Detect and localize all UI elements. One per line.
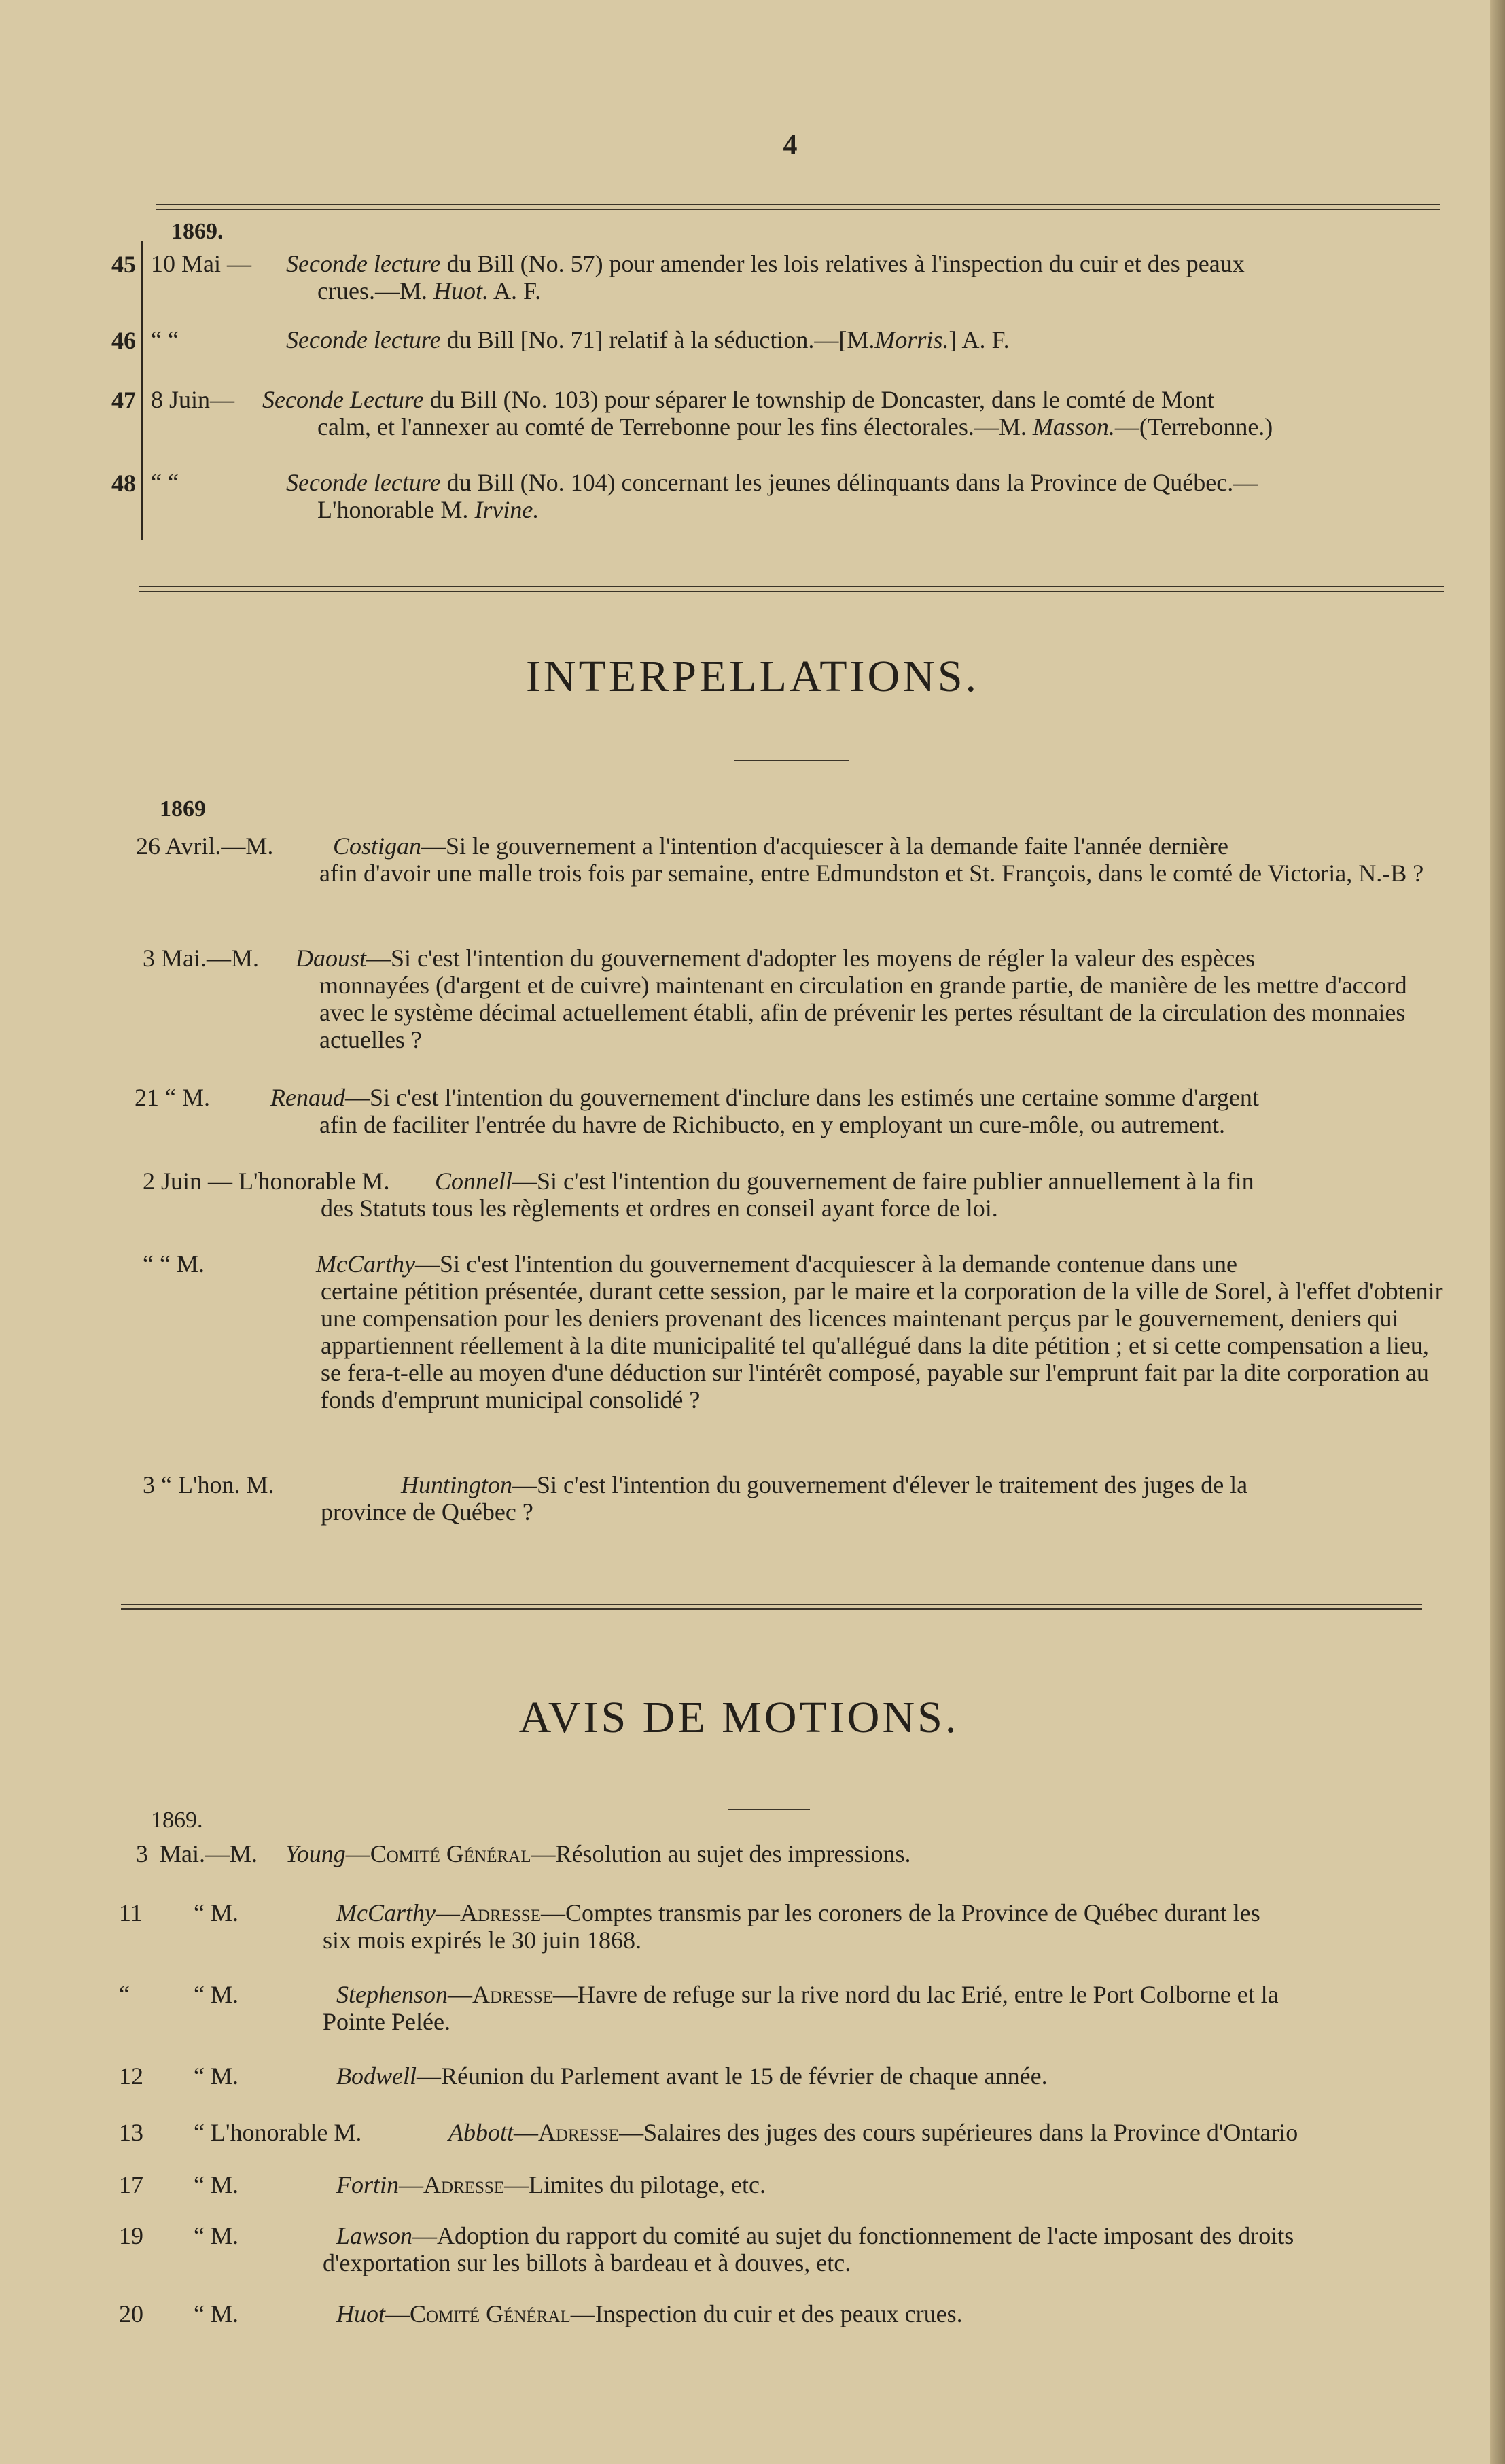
interpellations-year: 1869 xyxy=(160,796,206,822)
bill-continuation: crues.—M. Huot. A. F. xyxy=(317,277,542,304)
bill-number: 47 xyxy=(111,387,136,414)
motion-entry: 11 “ M. McCarthy—Adresse—Comptes transmis par les coroners de la Province de Québec durant les six mois expirés le 30 juin 1868. xyxy=(119,1899,1260,1954)
motion-entry: 20 “ M. Huot—Comité Général—Inspection du cuir et des peaux crues. xyxy=(119,2300,963,2327)
bill-date: 8 Juin— xyxy=(151,386,235,413)
motions-title: AVIS DE MOTIONS. xyxy=(518,1693,959,1742)
motion-entry: 12 “ M. Bodwell—Réunion du Parlement avant le 15 de février de chaque année. xyxy=(119,2062,1048,2090)
bill-date: “ “ xyxy=(151,326,179,353)
top-rule xyxy=(156,204,1440,210)
interpellation-entry: 26 Avril.—M. Costigan—Si le gouvernement a l'intention d'acquiescer à la demande faite l'année dernière afin d'avoir une malle trois fois par semaine, entre Edmundston et St. François, dans le comté de Victoria, N.-B ? xyxy=(136,832,1424,887)
bill-continuation: L'honorable M. Irvine. xyxy=(317,496,539,523)
bills-margin-line xyxy=(141,241,143,540)
member-name: McCarthy xyxy=(336,1899,436,1926)
bill-date: “ “ xyxy=(151,469,179,496)
bill-reading: Seconde Lecture xyxy=(262,386,424,413)
interpellation-entry: 21 “ M. Renaud—Si c'est l'intention du gouvernement d'inclure dans les estimés une certaine somme d'argent afin de faciliter l'entrée du havre de Richibucto, en y employant un cure-môle, ou autrement. xyxy=(135,1084,1259,1138)
member-name: Stephenson xyxy=(336,1981,448,2008)
motion-entry: “ “ M. Stephenson—Adresse—Havre de refuge sur la rive nord du lac Erié, entre le Port Colborne et la Pointe Pelée. xyxy=(119,1981,1279,2035)
member-name: Abbott xyxy=(448,2119,514,2146)
bill-number: 48 xyxy=(111,470,136,497)
page-number: 4 xyxy=(783,130,798,161)
bill-text: du Bill (No. 57) pour amender les lois relatives à l'inspection du cuir et des peaux xyxy=(446,250,1245,277)
interpellation-entry: 2 Juin — L'honorable M. Connell—Si c'est l'intention du gouvernement de faire publier annuellement à la fin des Statuts tous les règlements et ordres en conseil ayant force de loi. xyxy=(143,1167,1254,1222)
motion-entry: 13 “ L'honorable M. Abbott—Adresse—Salaires des juges des cours supérieures dans la Province d'Ontario xyxy=(119,2119,1298,2146)
motion-entry: 17 “ M. Fortin—Adresse—Limites du pilotage, etc. xyxy=(119,2171,766,2198)
page-edge xyxy=(1490,0,1505,2464)
motions-year: 1869. xyxy=(151,1808,203,1833)
interpellations-divider xyxy=(734,760,849,761)
motion-entry: 3 Mai.—M. Young—Comité Général—Résolution au sujet des impressions. xyxy=(136,1840,911,1867)
bill-continuation: calm, et l'annexer au comté de Terrebonne pour les fins électorales.—M. Masson.—(Terrebonne.) xyxy=(317,413,1273,440)
bill-number: 45 xyxy=(111,251,136,278)
interpellation-date: 3 “ L'hon. M. xyxy=(143,1471,275,1498)
interpellation-date: 2 Juin — L'honorable M. xyxy=(143,1167,390,1195)
bill-entry: “ “ Seconde lecture du Bill [No. 71] relatif à la séduction.—[M.Morris.] A. F. xyxy=(151,326,1010,353)
member-name: Connell xyxy=(435,1167,512,1195)
member-name: Renaud xyxy=(270,1084,345,1111)
interpellation-date: 3 Mai.—M. xyxy=(143,945,259,972)
interpellation-date: 21 “ M. xyxy=(135,1084,210,1111)
bill-reading: Seconde lecture xyxy=(286,469,441,496)
member-name: Daoust xyxy=(296,945,367,972)
member-name: Huntington xyxy=(401,1471,513,1498)
bill-date: 10 Mai — xyxy=(151,250,251,277)
interpellation-entry: 3 Mai.—M. Daoust—Si c'est l'intention du gouvernement d'adopter les moyens de régler la valeur des espèces monnayées (d'argent et de cuivre) maintenant en circulation en grande partie, de manière de les mettre d'accord avec le système décimal actuellement établi, afin de prévenir les pertes résultant de la circulation des monnaies actuelles ? xyxy=(143,945,1407,1053)
member-name: Bodwell xyxy=(336,2062,417,2090)
bill-entry xyxy=(151,250,1442,304)
bill-entry: 8 Juin— Seconde Lecture du Bill (No. 103) pour séparer le township de Doncaster, dans le comté de Mont calm, et l'annexer au comté de Terrebonne pour les fins électorales.—M. Masson.—(Terrebonne.) xyxy=(151,386,1442,440)
member-name: Lawson xyxy=(336,2222,413,2249)
bills-year: 1869. xyxy=(171,219,224,244)
member-name: Huot xyxy=(336,2300,385,2327)
member-name: Fortin xyxy=(336,2171,400,2198)
bill-reading: Seconde lecture xyxy=(286,326,441,353)
member-name: Costigan xyxy=(333,832,422,860)
interpellation-entry: “ “ M. McCarthy—Si c'est l'intention du gouvernement d'acquiescer à la demande contenue dans une certaine pétition présentée, durant cette session, par le maire et la corporation de la ville de Sorel, à l'effet d'obtenir une compensation pour les deniers provenant des licences maintenant perçus par le gouvernement, deniers qui appartiennent réellement à la dite municipalité tel qu'allégué dans la dite pétition ; et si cette compensation a lieu, se fera-t-elle au moyen d'une déduction sur l'intérêt composé, payable sur l'emprunt fait par la dite corporation au fonds d'emprunt municipal consolidé ? xyxy=(143,1250,1443,1413)
bill-entry: “ “ Seconde lecture du Bill (No. 104) concernant les jeunes délinquants dans la Province de Québec.— L'honorable M. Irvine. xyxy=(151,469,1442,523)
member-name: Young xyxy=(285,1840,346,1867)
bill-reading: Seconde lecture xyxy=(286,250,441,277)
interpellation-date: 26 Avril.—M. xyxy=(136,832,274,860)
bill-number: 46 xyxy=(111,327,136,354)
section-rule xyxy=(139,586,1444,592)
interpellations-title: INTERPELLATIONS. xyxy=(525,652,980,701)
interpellation-entry: 3 “ L'hon. M. Huntington—Si c'est l'intention du gouvernement d'élever le traitement des juges de la province de Québec ? xyxy=(143,1471,1248,1526)
member-name: McCarthy xyxy=(316,1250,415,1278)
section-rule xyxy=(121,1604,1422,1610)
interpellation-date: “ “ M. xyxy=(143,1250,205,1278)
motion-entry: 19 “ M. Lawson—Adoption du rapport du comité au sujet du fonctionnement de l'acte imposant des droits d'exportation sur les billots à bardeau et à douves, etc. xyxy=(119,2222,1294,2276)
motions-divider xyxy=(728,1809,810,1810)
